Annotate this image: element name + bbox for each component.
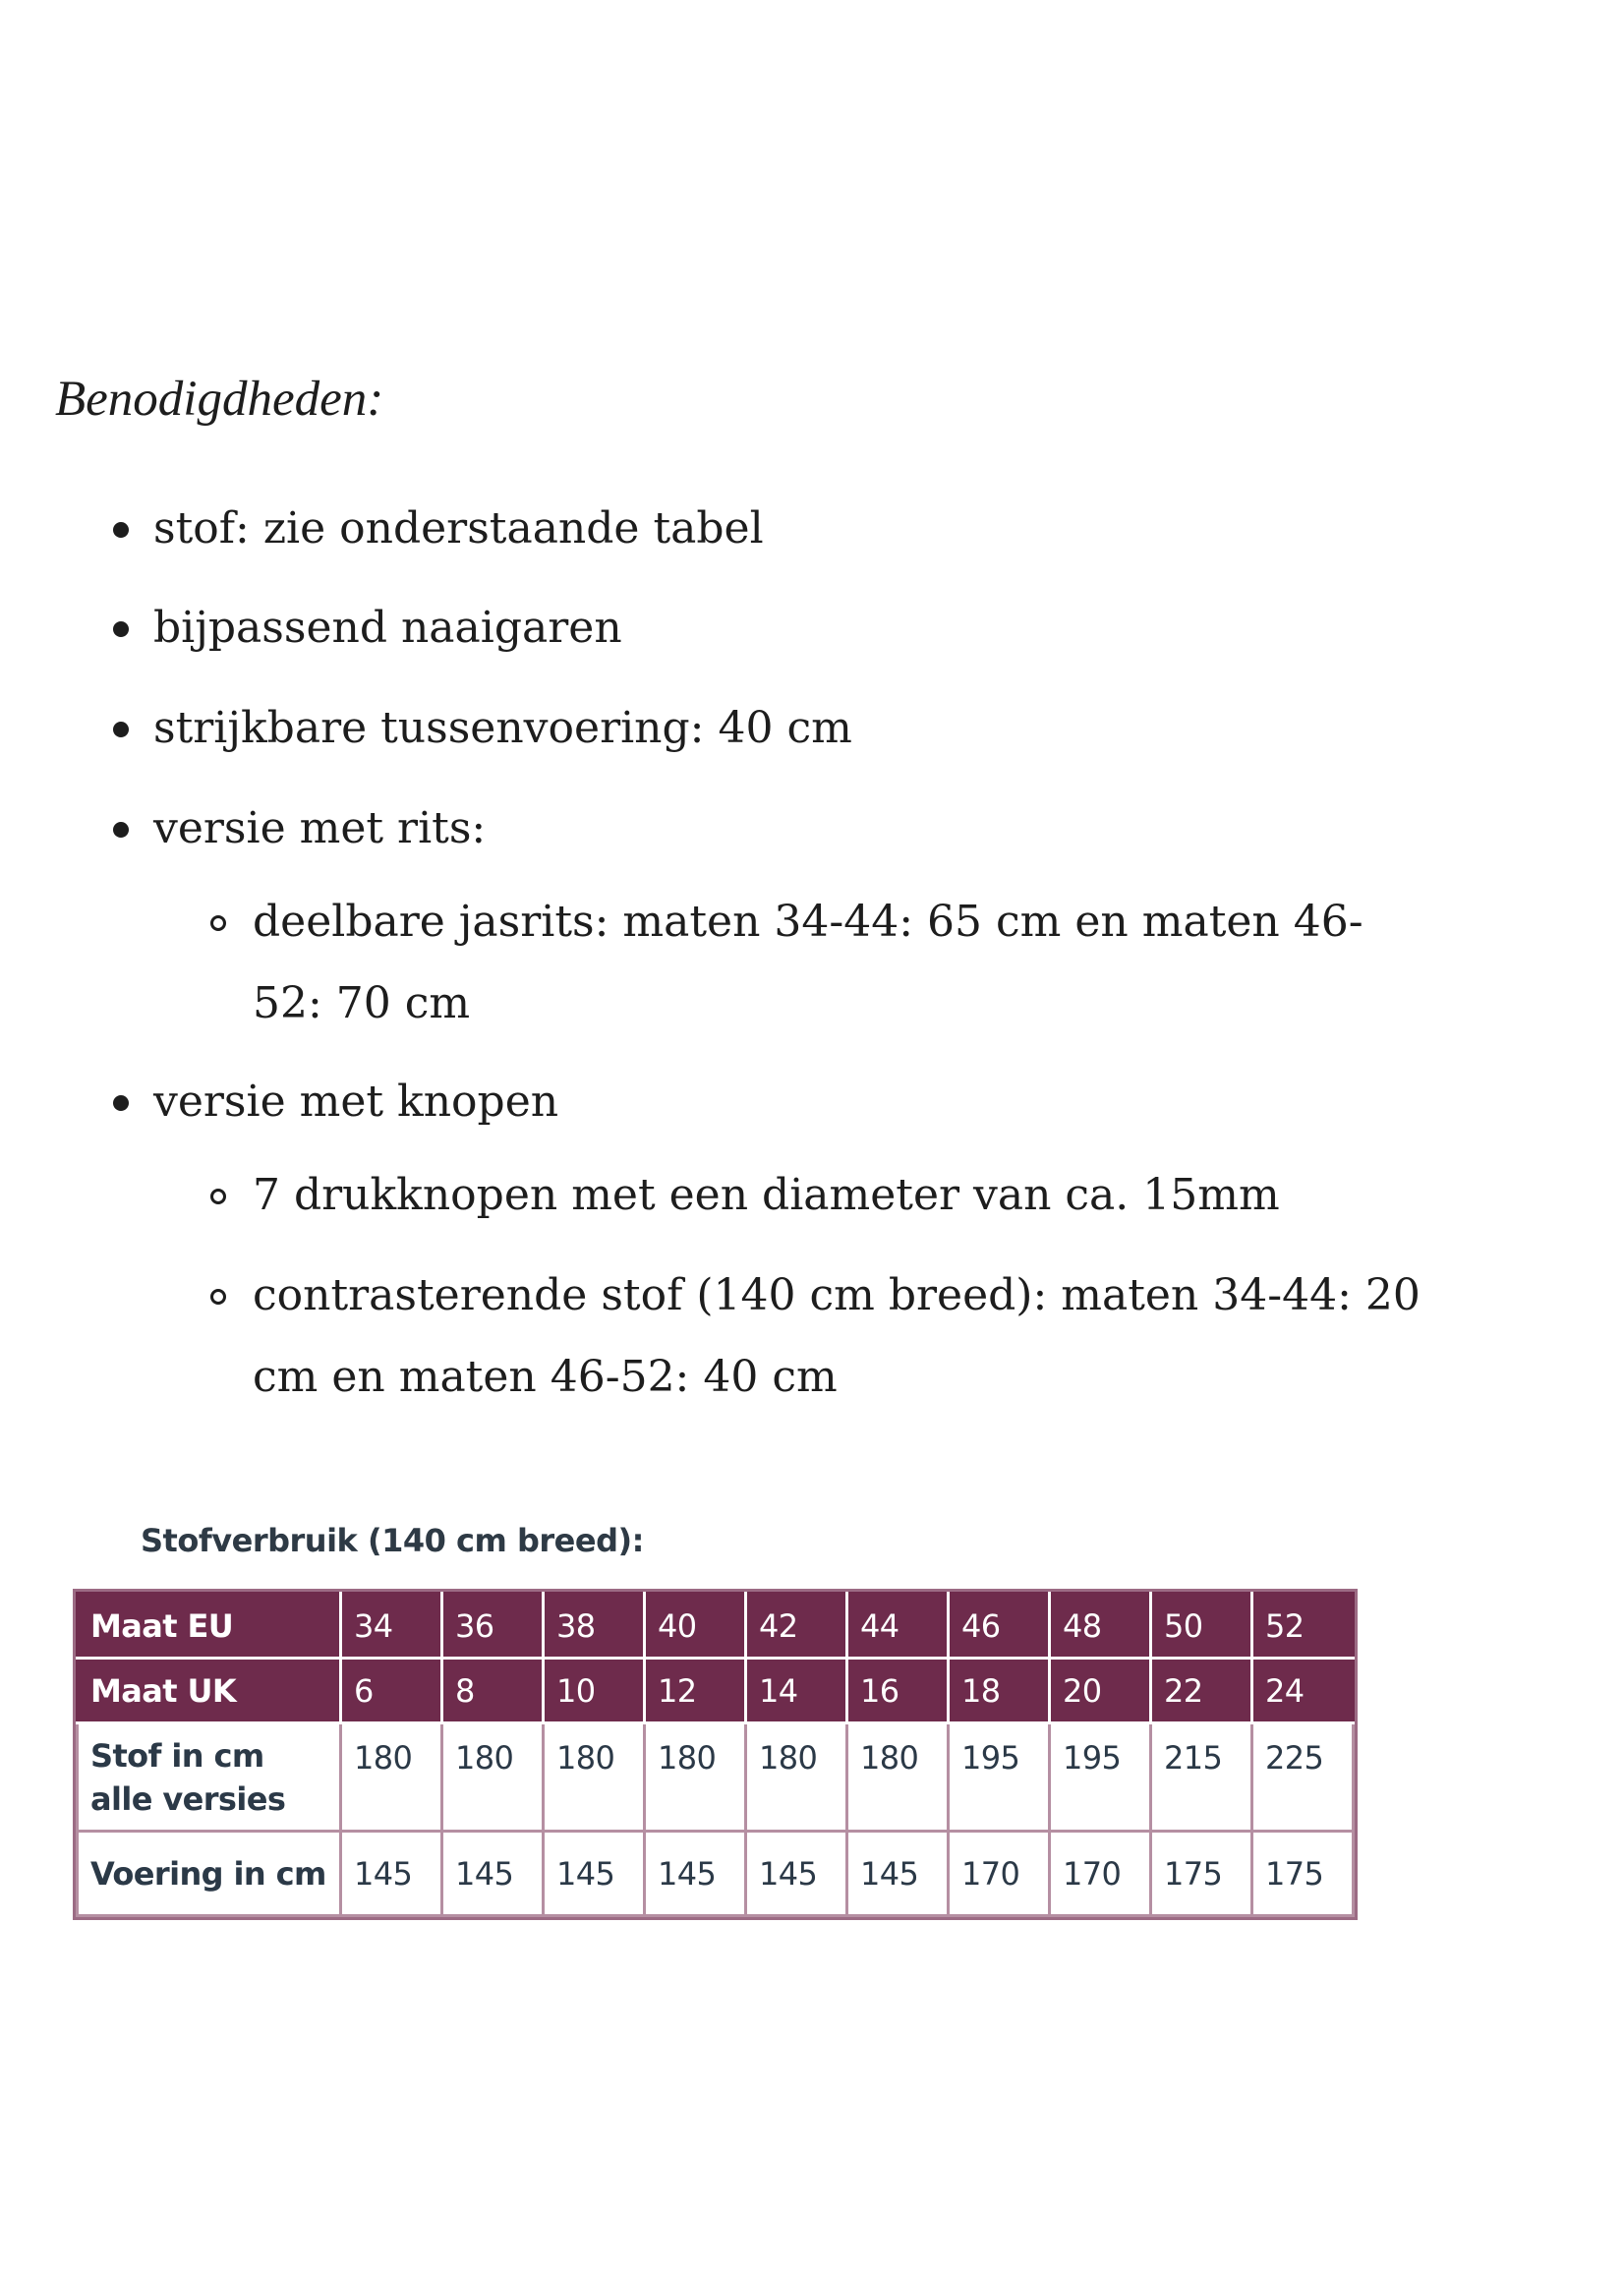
table-cell: 34 — [341, 1594, 442, 1659]
row-label — [78, 1723, 341, 1832]
table-cell: 52 — [1252, 1594, 1354, 1659]
list-subitem — [253, 882, 1363, 962]
table-cell: 24 — [1252, 1659, 1354, 1723]
bullet-disc-icon — [113, 522, 129, 538]
table-cell: 16 — [847, 1659, 949, 1723]
bullet-disc-icon — [113, 722, 129, 737]
table-cell: 175 — [1252, 1832, 1354, 1916]
row-label-line: alle versies — [90, 1779, 286, 1818]
table-cell: 180 — [544, 1723, 645, 1832]
bullet-disc-icon — [113, 822, 129, 838]
table-cell: 195 — [949, 1723, 1050, 1832]
bullet-circle-icon — [210, 1189, 226, 1204]
list-item-text: deelbare jasrits: maten 34-44: 65 cm en maten 46- — [253, 897, 1363, 947]
table-cell: 44 — [847, 1594, 949, 1659]
bullet-circle-icon — [210, 915, 226, 931]
table-cell: 18 — [949, 1659, 1050, 1723]
list-item-text: bijpassend naaigaren — [153, 603, 622, 653]
table-cell: 38 — [544, 1594, 645, 1659]
list-subitem — [253, 1255, 1421, 1336]
list-item — [153, 788, 486, 869]
supplies-heading: Benodigdheden: — [55, 372, 384, 427]
table-cell: 8 — [442, 1659, 544, 1723]
table-cell: 180 — [746, 1723, 847, 1832]
table-cell: 10 — [544, 1659, 645, 1723]
table-cell: 170 — [949, 1832, 1050, 1916]
list-item-text: versie met rits: — [153, 803, 487, 853]
table-cell: 145 — [645, 1832, 746, 1916]
table-cell: 12 — [645, 1659, 746, 1723]
table-cell: 145 — [847, 1832, 949, 1916]
list-item — [153, 1062, 558, 1142]
table-cell: 180 — [341, 1723, 442, 1832]
list-item-text: stof: zie onderstaande tabel — [153, 503, 764, 554]
table-cell: 14 — [746, 1659, 847, 1723]
table-cell: 20 — [1050, 1659, 1151, 1723]
list-item-text: contrasterende stof (140 cm breed): maten 34-44: 20 — [253, 1270, 1421, 1320]
table-cell: 22 — [1151, 1659, 1252, 1723]
table-cell: 50 — [1151, 1594, 1252, 1659]
table-row — [78, 1723, 1354, 1832]
table-cell: 40 — [645, 1594, 746, 1659]
list-item-text: 7 drukknopen met een diameter van ca. 15mm — [253, 1170, 1280, 1220]
list-item-text: 52: 70 cm — [253, 978, 471, 1028]
bullet-disc-icon — [113, 1095, 129, 1111]
list-item-text: strijkbare tussenvoering: 40 cm — [153, 703, 852, 753]
table-row — [78, 1832, 1354, 1916]
list-item-text: cm en maten 46-52: 40 cm — [253, 1352, 838, 1402]
row-label: Maat UK — [78, 1659, 341, 1723]
table-cell: 180 — [645, 1723, 746, 1832]
table-cell: 195 — [1050, 1723, 1151, 1832]
fabric-usage-table — [76, 1592, 1355, 1917]
bullet-disc-icon — [113, 621, 129, 637]
row-label: Voering in cm — [78, 1832, 341, 1916]
table-cell: 170 — [1050, 1832, 1151, 1916]
table-cell: 36 — [442, 1594, 544, 1659]
table-cell: 145 — [746, 1832, 847, 1916]
list-subitem-continuation — [253, 1337, 838, 1418]
table-cell: 180 — [442, 1723, 544, 1832]
table-cell: 46 — [949, 1594, 1050, 1659]
list-item — [153, 588, 622, 669]
list-subitem-continuation — [253, 963, 470, 1044]
list-item — [153, 489, 764, 569]
list-item-text: versie met knopen — [153, 1077, 559, 1127]
table-cell: 225 — [1252, 1723, 1354, 1832]
table-cell: 145 — [341, 1832, 442, 1916]
table-cell: 48 — [1050, 1594, 1151, 1659]
table-cell: 42 — [746, 1594, 847, 1659]
table-cell: 6 — [341, 1659, 442, 1723]
table-row — [78, 1659, 1354, 1723]
table-caption: Stofverbruik (140 cm breed): — [141, 1522, 644, 1559]
row-label-line: Stof in cm — [90, 1736, 264, 1775]
table-cell: 145 — [544, 1832, 645, 1916]
list-item — [153, 688, 852, 769]
bullet-circle-icon — [210, 1289, 226, 1305]
table-cell: 145 — [442, 1832, 544, 1916]
row-label: Maat EU — [78, 1594, 341, 1659]
table-cell: 180 — [847, 1723, 949, 1832]
table-row — [78, 1594, 1354, 1659]
table-cell: 175 — [1151, 1832, 1252, 1916]
table-cell: 215 — [1151, 1723, 1252, 1832]
list-subitem — [253, 1155, 1280, 1236]
